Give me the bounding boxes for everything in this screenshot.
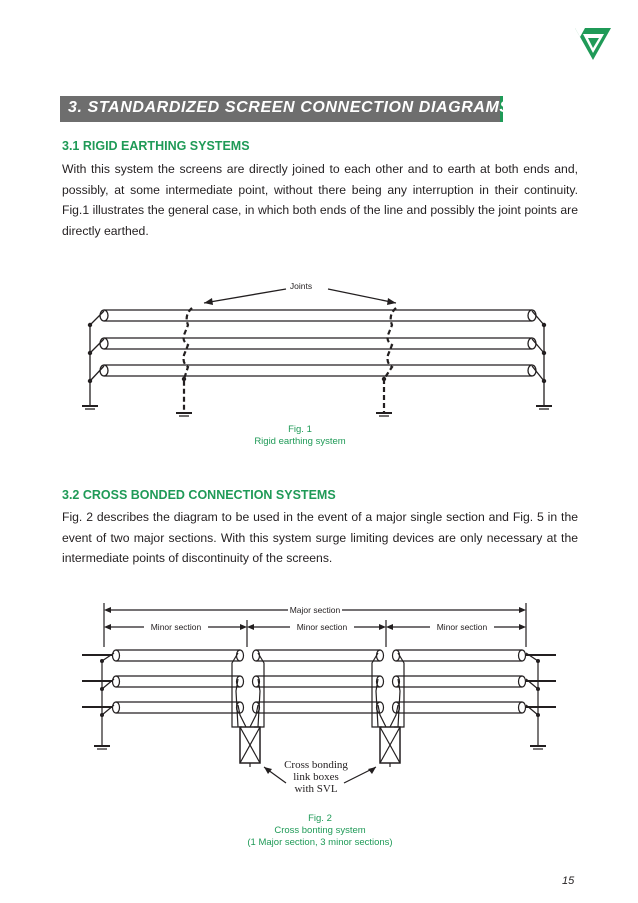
figure-2-number: Fig. 2 xyxy=(308,813,332,824)
cable-3 xyxy=(100,365,536,376)
figure-2-title: Cross bonting system xyxy=(274,825,366,836)
cable-rows xyxy=(113,650,526,713)
cable-2 xyxy=(100,338,536,349)
cross-paragraph: Fig. 2 describes the diagram to be used in the event of a major single section and Fig. 5 in the event of two major sections. With this system surge limiting devices are only necessary at the intermediate points of discontinuity of the screens. xyxy=(62,510,578,565)
link-box-label-line-2: link boxes xyxy=(293,771,339,783)
company-logo-icon xyxy=(571,20,615,64)
figure-2-subtitle: (1 Major section, 3 minor sections) xyxy=(247,837,393,848)
minor-section-label-1: Minor section xyxy=(150,622,202,632)
joints-label: Joints xyxy=(289,281,313,291)
rigid-heading: 3.1 RIGID EARTHING SYSTEMS xyxy=(62,139,250,153)
link-box-label-line-3: with SVL xyxy=(294,783,338,795)
section-title-banner xyxy=(60,96,511,122)
cross-heading: 3.2 CROSS BONDED CONNECTION SYSTEMS xyxy=(62,488,336,502)
figure-rigid-earthing xyxy=(80,275,560,420)
section-title: 3. STANDARDIZED SCREEN CONNECTION DIAGRAMS xyxy=(68,99,511,116)
rigid-paragraph: With this system the screens are directly joined to each other and to earth at both ends and, possibly, at some intermediate point, without there being any interruption in their continuity. Fig.1 illustrates the general case, in which both ends of the line and possibly the joint points are directly earthed. xyxy=(62,162,578,238)
figure-cross-bonding xyxy=(80,595,560,805)
minor-section-label-3: Minor section xyxy=(436,622,488,632)
figure-1-title: Rigid earthing system xyxy=(254,436,346,447)
major-section-label: Major section xyxy=(289,605,341,615)
figure-1-number: Fig. 1 xyxy=(288,424,312,435)
minor-section-label-2: Minor section xyxy=(296,622,348,632)
figure-1-caption xyxy=(240,424,360,448)
cable-1 xyxy=(100,310,536,321)
figure-2-caption xyxy=(220,813,420,849)
link-box-label-line-1: Cross bonding xyxy=(284,759,348,771)
page-number: 15 xyxy=(562,875,575,887)
